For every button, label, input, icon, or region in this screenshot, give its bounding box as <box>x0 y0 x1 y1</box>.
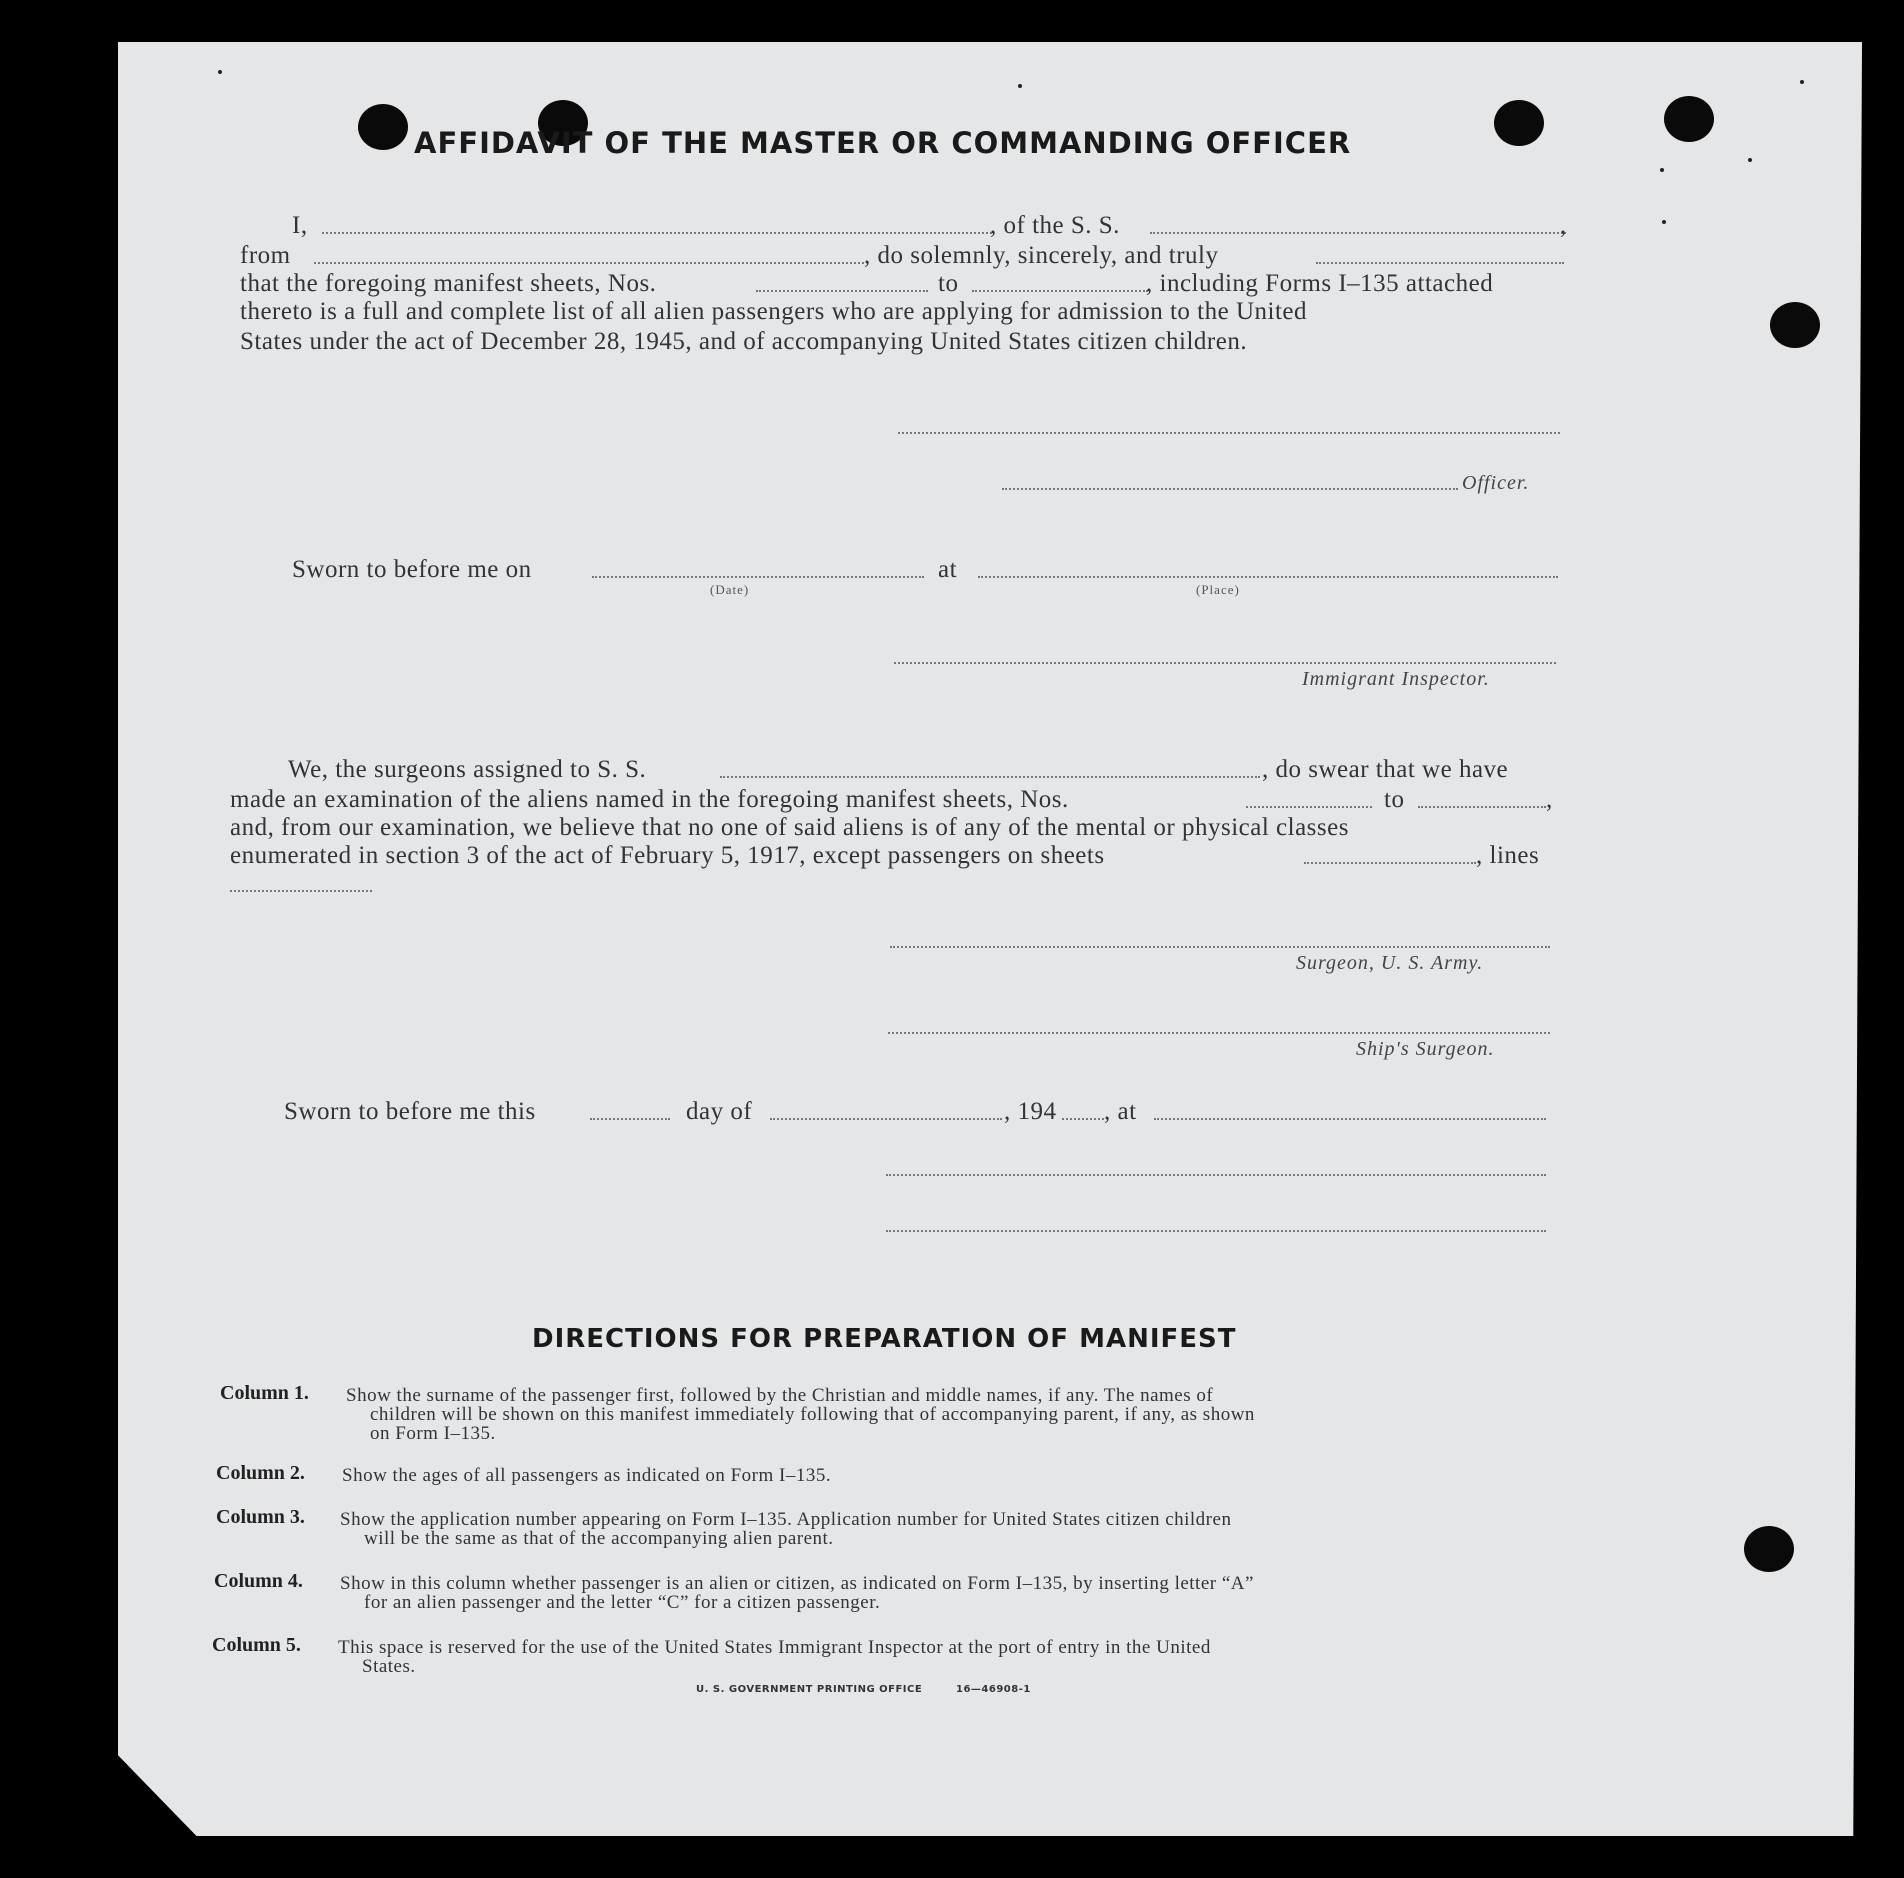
column-4-text: Show in this column whether passenger is an alien or citizen, as indicated on Form I–135, by inserting letter “A” for an alien passenger and the letter “C” for a citizen passenger. <box>340 1573 1254 1613</box>
except-sheets-field[interactable] <box>1304 862 1476 864</box>
sheet-from-field[interactable] <box>756 290 928 292</box>
text-i: I, <box>292 212 308 239</box>
text-year: , 194 <box>1004 1098 1057 1125</box>
text-at: at <box>938 556 958 583</box>
ship-field[interactable] <box>1150 232 1566 234</box>
inspector-signature-line[interactable] <box>894 662 1556 664</box>
punch-hole <box>1494 100 1544 146</box>
text-examination: made an examination of the aliens named in the foregoing manifest sheets, Nos. <box>230 786 1069 813</box>
officer-label: Officer. <box>1462 472 1530 494</box>
sworn-year-field[interactable] <box>1062 1118 1104 1120</box>
sworn-month-field[interactable] <box>770 1118 1002 1120</box>
ship-surgeon-label: Ship's Surgeon. <box>1356 1038 1495 1060</box>
text-exam-comma: , <box>1546 786 1553 813</box>
text-manifest-nos: that the foregoing manifest sheets, Nos. <box>240 270 657 297</box>
text-from: from <box>240 242 291 269</box>
inspector-label: Immigrant Inspector. <box>1302 668 1490 690</box>
place-caption: (Place) <box>1196 582 1240 597</box>
officer-title-line[interactable] <box>1002 488 1458 490</box>
column-2-label: Column 2. <box>216 1462 305 1484</box>
text-line4: thereto is a full and complete list of all alien passengers who are applying for admission to the United <box>240 298 1308 325</box>
signature-line[interactable] <box>886 1174 1546 1176</box>
exam-sheet-to-field[interactable] <box>1418 806 1546 808</box>
speck <box>1662 220 1666 224</box>
speck <box>1018 84 1022 88</box>
text-sworn-at: , at <box>1104 1098 1137 1125</box>
punch-hole <box>358 104 408 150</box>
affidavit-title: AFFIDAVIT OF THE MASTER OR COMMANDING OFFICER <box>414 126 1352 160</box>
speck <box>1660 168 1664 172</box>
sworn-date-field[interactable] <box>592 576 924 578</box>
text-exam-to: to <box>1384 786 1405 813</box>
officer-signature-line[interactable] <box>898 432 1560 434</box>
column-3-label: Column 3. <box>216 1506 305 1528</box>
except-lines-field[interactable] <box>230 890 372 892</box>
column-3-text: Show the application number appearing on Form I–135. Application number for United States citizen children will be the same as that of the accompanying alien parent. <box>340 1509 1232 1549</box>
text-to: to <box>938 270 959 297</box>
text-classes: and, from our examination, we believe that no one of said aliens is of any of the mental or physical classes <box>230 814 1349 841</box>
text-surgeons-start: We, the surgeons assigned to S. S. <box>288 756 647 783</box>
speck <box>218 70 222 74</box>
text-section3: enumerated in section 3 of the act of February 5, 1917, except passengers on sheets <box>230 842 1105 869</box>
name-field[interactable] <box>322 232 992 234</box>
text-line5: States under the act of December 28, 1945, and of accompanying United States citizen children. <box>240 328 1248 355</box>
surgeons-ship-field[interactable] <box>720 776 1260 778</box>
army-surgeon-label: Surgeon, U. S. Army. <box>1296 952 1484 974</box>
oath-field[interactable] <box>1316 262 1564 264</box>
text-lines: , lines <box>1476 842 1540 869</box>
punch-hole <box>1664 96 1714 142</box>
text-sworn-on: Sworn to before me on <box>292 556 532 583</box>
text-forms-attached: , including Forms I–135 attached <box>1146 270 1494 297</box>
sheet-to-field[interactable] <box>972 290 1148 292</box>
column-4-label: Column 4. <box>214 1570 303 1592</box>
speck <box>1748 158 1752 162</box>
signature-line[interactable] <box>886 1230 1546 1232</box>
punch-hole <box>1744 1526 1794 1572</box>
speck <box>1800 80 1804 84</box>
text-of-ss: , of the S. S. <box>990 212 1120 239</box>
text-surgeons-swear: , do swear that we have <box>1262 756 1509 783</box>
column-5-label: Column 5. <box>212 1634 301 1656</box>
column-1-text: Show the surname of the passenger first, followed by the Christian and middle names, if any. The names of children will be shown on this manifest immediately following that of accompanying parent, if any, as shown on Form I–135. <box>346 1385 1255 1444</box>
ship-surgeon-signature-line[interactable] <box>888 1032 1550 1034</box>
sworn-place-field[interactable] <box>978 576 1558 578</box>
from-field[interactable] <box>314 262 864 264</box>
column-2-text: Show the ages of all passengers as indicated on Form I–135. <box>342 1465 832 1486</box>
sworn2-place-field[interactable] <box>1154 1118 1546 1120</box>
punch-hole <box>1770 302 1820 348</box>
text-solemnly: , do solemnly, sincerely, and truly <box>864 242 1219 269</box>
date-caption: (Date) <box>710 582 750 597</box>
text-comma: , <box>1560 212 1567 239</box>
army-surgeon-signature-line[interactable] <box>890 946 1550 948</box>
exam-sheet-from-field[interactable] <box>1246 806 1372 808</box>
column-1-label: Column 1. <box>220 1382 309 1404</box>
form-code: 16—46908-1 <box>956 1684 1031 1695</box>
printer-imprint: U. S. GOVERNMENT PRINTING OFFICE <box>696 1684 923 1695</box>
text-day-of: day of <box>686 1098 753 1125</box>
directions-title: DIRECTIONS FOR PREPARATION OF MANIFEST <box>532 1324 1237 1354</box>
text-sworn-this: Sworn to before me this <box>284 1098 536 1125</box>
column-5-text: This space is reserved for the use of the United States Immigrant Inspector at the port of entry in the United States. <box>338 1637 1211 1677</box>
sworn-day-field[interactable] <box>590 1118 670 1120</box>
